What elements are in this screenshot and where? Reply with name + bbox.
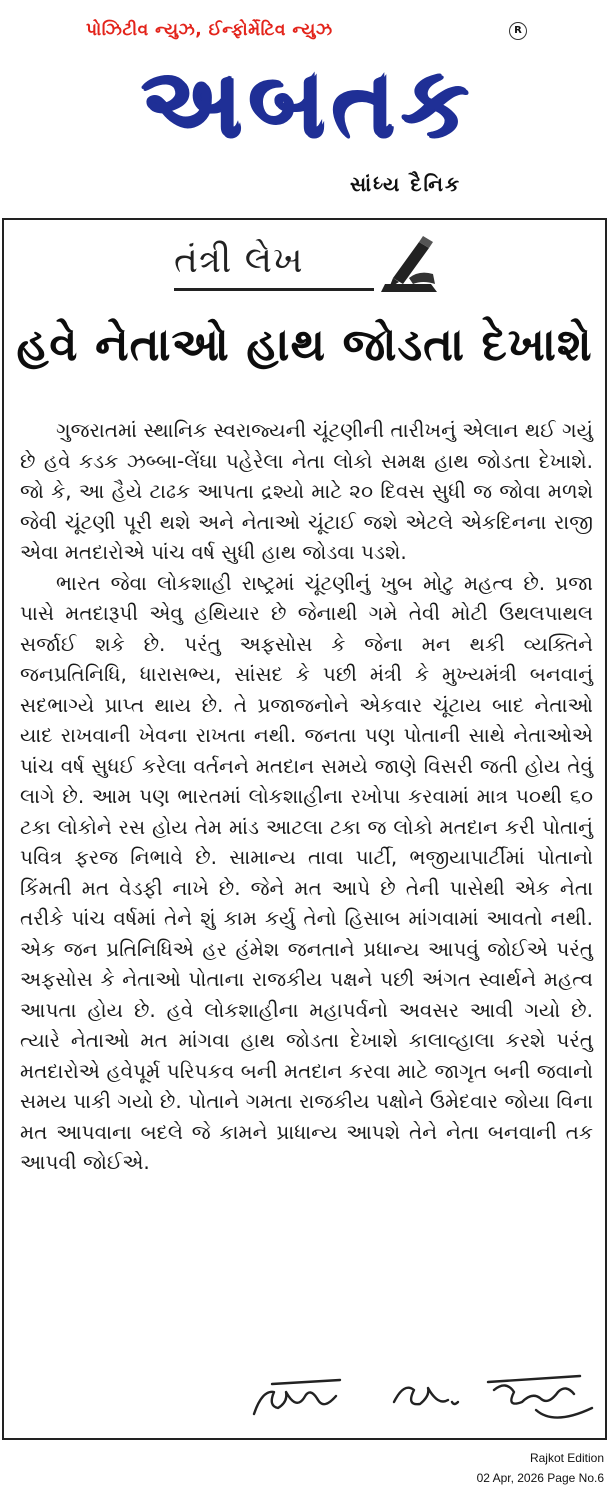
masthead-subtitle: સાંધ્ય દૈનિક <box>350 172 462 196</box>
newspaper-logo: અબતક <box>140 46 474 158</box>
section-label: તંત્રી લેખ <box>174 240 304 281</box>
article-headline: હવે નેતાઓ હાથ જોડતા દેખાશે <box>16 318 593 371</box>
article-paragraph-1: ગુજરાતમાં સ્થાનિક સ્વરાજ્યની ચૂંટણીની તારીખનું એલાન થઈ ગયું છે હવે કડક ઝબ્બા-લેંઘા પહેરેલા નેતા લોકો સમક્ષ હાથ જોડતા દેખાશે. જો કે, આ હૈયે ટાઢક આપતા દ્રશ્યો માટે ૨૦ દિવસ સુધી જ જોવા મળશે જેવી ચૂંટણી પૂરી થશે અને નેતાઓ ચૂંટાઈ જશે એટલે એકદિનના રાજી એવા મતદારોએ પાંચ વર્ષ સુધી હાથ જોડવા પડશે. <box>20 418 593 564</box>
article-body <box>20 415 593 1178</box>
author-signature <box>244 1362 604 1432</box>
date-page-label: 02 Apr, 2026 Page No.6 <box>476 1471 604 1485</box>
masthead-tagline: પોઝિટીવ ન્યુઝ, ઈન્ફોર્મેટિવ ન્યુઝ <box>86 20 333 40</box>
editorial-article <box>2 218 607 1440</box>
masthead <box>0 0 612 215</box>
pen-writing-icon <box>379 234 441 296</box>
edition-label: Rajkot Edition <box>529 1451 604 1465</box>
section-underline <box>174 288 374 291</box>
section-header <box>174 234 444 296</box>
registered-mark-icon: R <box>509 22 527 40</box>
page-footer <box>477 1448 604 1488</box>
article-paragraph-2: ભારત જેવા લોકશાહી રાષ્ટ્રમાં ચૂંટણીનું ખુબ મોટુ મહત્વ છે. પ્રજા પાસે મતદારૂપી એવુ હથિયાર છે જેનાથી ગમે તેવી મોટી ઉથલપાથલ સર્જાઈ શકે છે. પરંતુ અફસોસ કે જેના મન થકી વ્યક્તિને જનપ્રતિનિધિ, ધારાસભ્ય, સાંસદ કે પછી મંત્રી કે મુખ્યમંત્રી બનવાનું સદભાગ્યે પ્રાપ્ત થાય છે. તે પ્રજાજનોને એકવાર ચૂંટાય બાદ નેતાઓ યાદ રાખવાની ખેવના રાખતા નથી. જનતા પણ પોતાની સાથે નેતાઓએ પાંચ વર્ષ સુધઈ કરેલા વર્તનને મતદાન સમયે જાણે વિસરી જતી હોય તેવું લાગે છે. આમ પણ ભારતમાં લોકશાહીના રખોપા કરવામાં માત્ર ૫૦થી ૬૦ ટકા લોકોને રસ હોય તેમ માંડ આટલા ટકા જ લોકો મતદાન કરી પોતાનું પવિત્ર ફરજ નિભાવે છે. સામાન્ય તાવા પાર્ટી, ભજીયાપાર્ટીમાં પોતાનો કિંમતી મત વેડફી નાખે છે. જેને મત આપે છે તેની પાસેથી એક નેતા તરીકે પાંચ વર્ષમાં તેને શું કામ કર્યુ તેનો હિસાબ માંગવામાં આવતો નથી. એક જન પ્રતિનિધિએ હર હંમેશ જનતાને પ્રધાન્ય આપવું જોઈએ પરંતુ અફસોસ કે નેતાઓ પોતાના રાજકીય પક્ષને પછી અંગત સ્વાર્થને મહત્વ આપતા હોય છે. હવે લોકશાહીના મહાપર્વનો અવસર આવી ગયો છે. ત્યારે નેતાઓ મત માંગવા હાથ જોડતા દેખાશે કાલાવ્હાલા કરશે પરંતુ મતદારોએ હવેપૂર્મ પરિપકવ બની મતદાન કરવા માટે જાગૃત બની જવાનો સમય પાકી ગયો છે. પોતાને ગમતા રાજકીય પક્ષોને ઉમેદવાર જોયા વિના મત આપવાના બદલે જે કામને પ્રાધાન્ય આપશે તેને નેતા બનવાની તક આપવી જોઈએ. <box>20 570 593 1174</box>
